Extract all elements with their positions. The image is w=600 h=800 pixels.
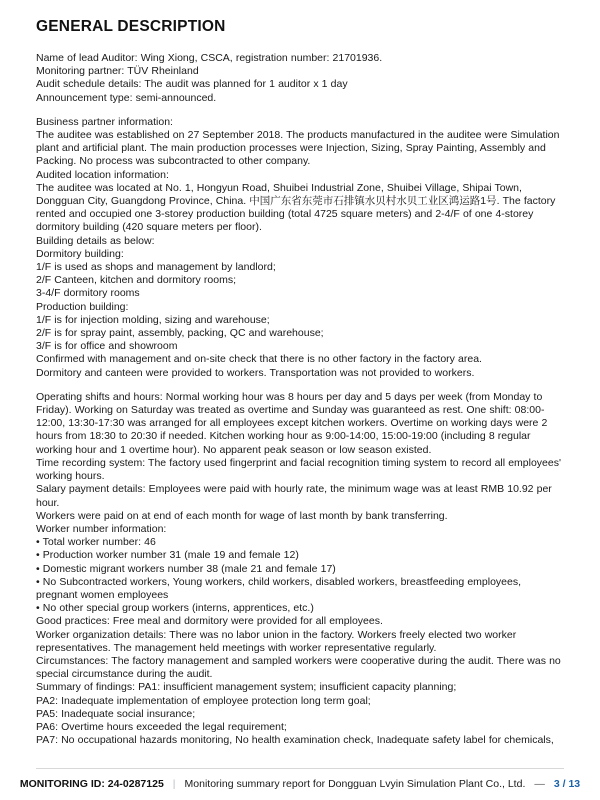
body-paragraph: • No Subcontracted workers, Young workers, child workers, disabled workers, breastfeeding employees, pregnant women employees — [36, 575, 522, 601]
body-paragraph: Workers were paid on at end of each month for wage of last month by bank transferring. — [36, 509, 448, 522]
body-paragraph: 3-4/F dormitory rooms — [36, 287, 140, 300]
footer-report-title: Monitoring summary report for Dongguan Lvyin Simulation Plant Co., Ltd. — [184, 778, 526, 790]
body-paragraph: Business partner information: — [36, 115, 173, 128]
body-paragraph: Good practices: Free meal and dormitory were provided for all employees. — [36, 615, 383, 628]
body-paragraph: 1/F is used as shops and management by landlord; — [36, 261, 276, 274]
body-paragraph: Dormitory and canteen were provided to workers. Transportation was not provided to workers. — [36, 366, 475, 379]
body-paragraph: • Production worker number 31 (male 19 and female 12) — [36, 549, 299, 562]
monitoring-id: MONITORING ID: 24-0287125 — [19, 778, 164, 790]
body-paragraph: Audit schedule details: The audit was planned for 1 auditor x 1 day — [36, 78, 348, 91]
body-paragraph: Circumstances: The factory management and sampled workers were cooperative during the audit. There was no special circumstance during the audit. — [36, 654, 561, 681]
body-paragraph: PA6: Overtime hours exceeded the legal requirement; — [36, 720, 287, 733]
body-paragraph: Worker organization details: There was no labor union in the factory. Workers freely elected two worker representatives. The management held meetings with worker representative regularly. — [36, 628, 517, 654]
body-paragraph: Dormitory building: — [36, 247, 124, 260]
footer-dash-icon: — — [534, 778, 545, 790]
page-title: GENERAL DESCRIPTION — [36, 18, 226, 35]
body-paragraph: 2/F is for spray paint, assembly, packing, QC and warehouse; — [36, 327, 324, 340]
body-paragraph: 1/F is for injection molding, sizing and warehouse; — [36, 313, 270, 326]
body-paragraph: Salary payment details: Employees were paid with hourly rate, the minimum wage was at least RMB 10.92 per hour. — [36, 483, 552, 509]
body-paragraph: PA2: Inadequate implementation of employee protection long term goal; — [36, 694, 371, 707]
body-paragraph: Audited location information: — [36, 168, 169, 181]
body-paragraph: Operating shifts and hours: Normal working hour was 8 hours per day and 5 days per week (from Monday to Friday). Working on Saturday was treated as overtime and Sunday was guaranteed as rest. One shift: 08:00-12:00, 13:30-17:30 was arranged for all employees except kitchen workers. Overtime on working days were 2 hours from 18:30 to 20:30 if needed. Kitchen working hour as 9:00-14:00, 15:00-19:00 (including 8 regular working hour and 1 overtime hour). No apparent peak season or low season existed. — [36, 390, 548, 456]
page-footer — [19, 768, 581, 790]
body-paragraph: 3/F is for office and showroom — [36, 340, 178, 353]
body-paragraph — [36, 380, 564, 391]
body-paragraph: The auditee was located at No. 1, Hongyun Road, Shuibei Industrial Zone, Shuibei Village, Shipai Town, Dongguan City, Guangdong Province, China. 中国广东省东莞市石排镇水贝村水贝工业区鸿运路1号. The factory rented and occupied one 3-storey production building (total 4725 square meters) and 2-4/F of one 4-storey dormitory building (420 square meters per floor). — [36, 181, 556, 234]
footer-separator: | — [172, 778, 176, 790]
body-paragraph: • Total worker number: 46 — [36, 536, 156, 549]
body-paragraph: Announcement type: semi-announced. — [36, 91, 217, 104]
body-paragraph: • Domestic migrant workers number 38 (male 21 and female 17) — [36, 562, 336, 575]
body-paragraph: PA5: Inadequate social insurance; — [36, 707, 196, 720]
body-paragraph: Building details as below: — [36, 234, 155, 247]
body-paragraph: PA7: No occupational hazards monitoring, No health examination check, Inadequate safety label for chemicals, — [36, 734, 554, 747]
body-paragraph: Worker number information: — [36, 522, 167, 535]
body-paragraph — [36, 105, 564, 116]
page-number: 3 / 13 — [553, 778, 581, 790]
body-paragraph: Summary of findings: PA1: insufficient management system; insufficient capacity planning; — [36, 681, 457, 694]
body-paragraph: Confirmed with management and on-site check that there is no other factory in the factory area. — [36, 353, 482, 366]
document-body — [36, 52, 564, 747]
body-paragraph: The auditee was established on 27 September 2018. The products manufactured in the auditee were Simulation plant and artificial plant. The main production processes were Injection, Sizing, Spray Painting, Assembly and Packing. No process was subcontracted to other company. — [36, 129, 560, 168]
body-paragraph: Production building: — [36, 300, 129, 313]
body-paragraph: • No other special group workers (interns, apprentices, etc.) — [36, 602, 314, 615]
body-paragraph: 2/F Canteen, kitchen and dormitory rooms; — [36, 274, 237, 287]
body-paragraph: Name of lead Auditor: Wing Xiong, CSCA, registration number: 21701936. — [36, 52, 383, 64]
body-paragraph: Time recording system: The factory used fingerprint and facial recognition timing system to record all employees' working hours. — [36, 456, 561, 483]
body-paragraph: Monitoring partner: TÜV Rheinland — [36, 65, 199, 78]
